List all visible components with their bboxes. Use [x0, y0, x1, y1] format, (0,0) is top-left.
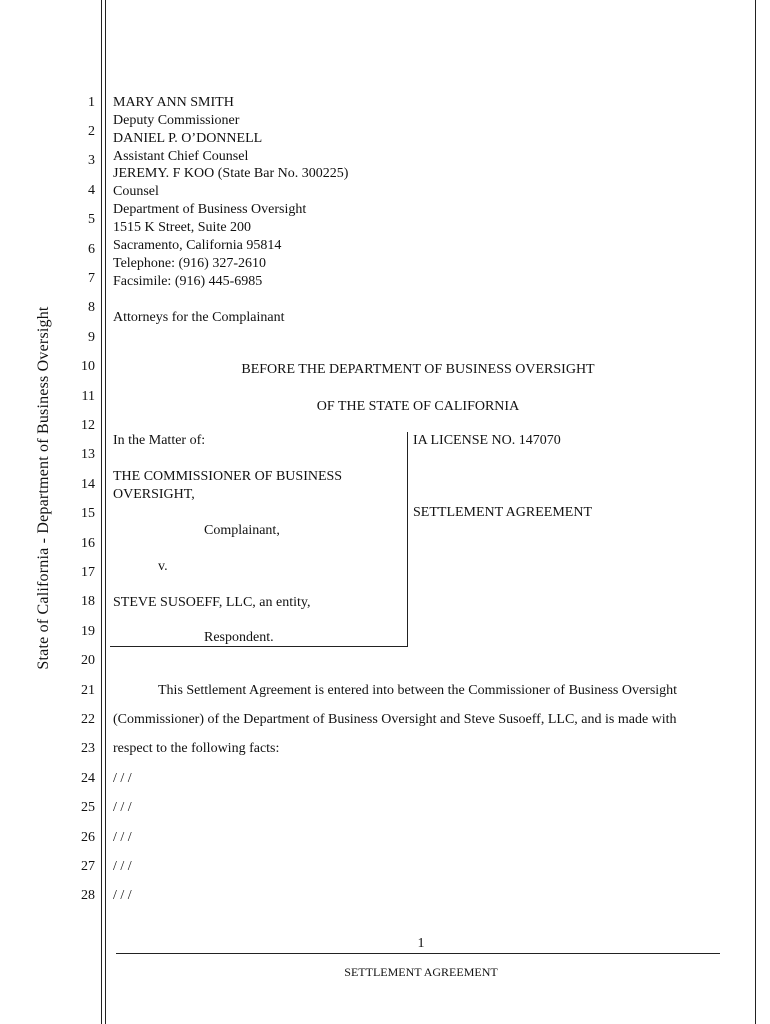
line-number: 12 [81, 418, 95, 433]
slash-line: / / / [113, 830, 132, 845]
line-number: 17 [81, 565, 95, 580]
agency-name: Department of Business Oversight [113, 202, 307, 217]
line-number: 16 [81, 536, 95, 551]
footer-rule [116, 953, 720, 954]
line-number: 4 [88, 183, 95, 198]
line-number: 13 [81, 447, 95, 462]
slash-line: / / / [113, 888, 132, 903]
caption-box [110, 432, 408, 647]
body-line: respect to the following facts: [113, 741, 280, 756]
line-number: 7 [88, 271, 95, 286]
versus: v. [158, 559, 168, 574]
attorney-name: DANIEL P. O’DONNELL [113, 131, 263, 146]
street-address: 1515 K Street, Suite 200 [113, 220, 252, 235]
line-number: 22 [81, 712, 95, 727]
line-number: 15 [81, 506, 95, 521]
margin-rule-outer [101, 0, 102, 1024]
attorney-title: Assistant Chief Counsel [113, 149, 249, 164]
attorneys-for-line: Attorneys for the Complainant [113, 310, 285, 325]
line-number: 21 [81, 683, 95, 698]
page-number: 1 [417, 936, 425, 951]
complainant-role: Complainant, [204, 523, 280, 538]
line-number: 20 [81, 653, 95, 668]
document-title: SETTLEMENT AGREEMENT [413, 505, 593, 520]
line-number: 23 [81, 741, 95, 756]
line-number: 27 [81, 859, 95, 874]
line-number: 28 [81, 888, 95, 903]
respondent-role: Respondent. [204, 630, 274, 645]
body-line: This Settlement Agreement is entered into between the Commissioner of Business Oversight [158, 683, 678, 698]
license-number: IA LICENSE NO. 147070 [413, 433, 561, 448]
court-heading: BEFORE THE DEPARTMENT OF BUSINESS OVERSIGHT [241, 362, 595, 377]
line-number: 19 [81, 624, 95, 639]
line-number: 18 [81, 594, 95, 609]
complainant-name: THE COMMISSIONER OF BUSINESS [113, 469, 343, 484]
line-number: 6 [88, 242, 95, 257]
margin-rule-inner [105, 0, 106, 1024]
line-number: 8 [88, 300, 95, 315]
slash-line: / / / [113, 800, 132, 815]
footer-title: SETTLEMENT AGREEMENT [344, 965, 498, 979]
city-address: Sacramento, California 95814 [113, 238, 282, 253]
in-the-matter: In the Matter of: [113, 433, 206, 448]
line-number: 10 [81, 359, 95, 374]
line-number: 26 [81, 830, 95, 845]
respondent-name: STEVE SUSOEFF, LLC, an entity, [113, 595, 311, 610]
line-number: 11 [81, 389, 95, 404]
slash-line: / / / [113, 859, 132, 874]
body-line: (Commissioner) of the Department of Business Oversight and Steve Susoeff, LLC, and is made with [113, 712, 677, 727]
attorney-name: JEREMY. F KOO (State Bar No. 300225) [113, 166, 349, 181]
attorney-name: MARY ANN SMITH [113, 95, 234, 110]
attorney-title: Deputy Commissioner [113, 113, 240, 128]
side-agency-label: State of California - Department of Business Oversight [35, 306, 52, 670]
telephone: Telephone: (916) 327-2610 [113, 256, 266, 271]
slash-line: / / / [113, 771, 132, 786]
line-number: 2 [88, 124, 95, 139]
line-number: 1 [88, 95, 95, 110]
line-number: 3 [88, 153, 95, 168]
facsimile: Facsimile: (916) 445-6985 [113, 274, 263, 289]
complainant-name: OVERSIGHT, [113, 487, 195, 502]
line-number: 24 [81, 771, 95, 786]
margin-rule-right [755, 0, 756, 1024]
line-number: 14 [81, 477, 95, 492]
line-number: 5 [88, 212, 95, 227]
attorney-title: Counsel [113, 184, 159, 199]
court-subheading: OF THE STATE OF CALIFORNIA [316, 399, 520, 414]
line-number: 9 [88, 330, 95, 345]
line-number: 25 [81, 800, 95, 815]
